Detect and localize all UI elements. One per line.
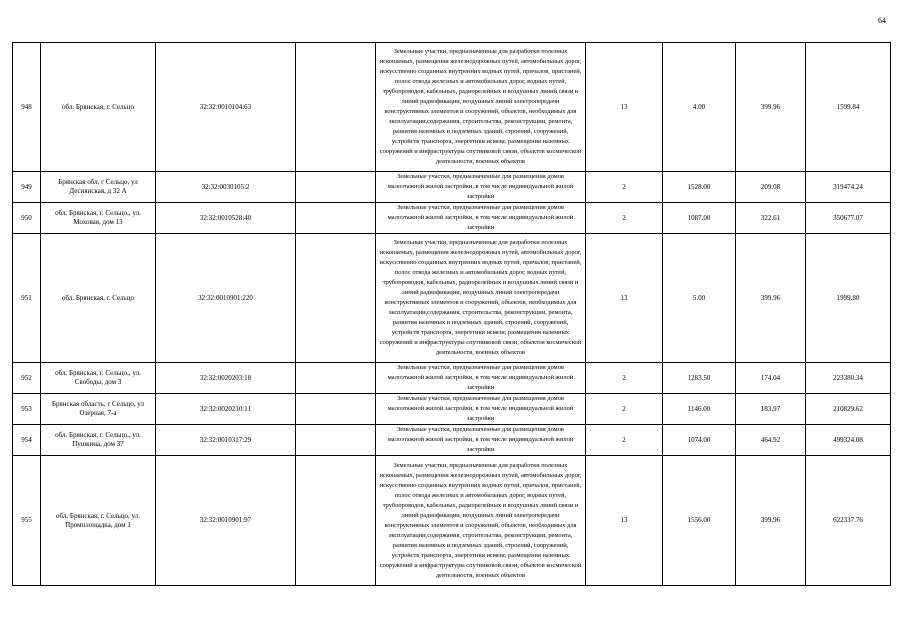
rate-cell: 209.08	[736, 172, 806, 203]
row-number: 952	[13, 363, 41, 394]
area-cell: 1146.00	[663, 394, 736, 425]
zone-cell: 2	[586, 172, 663, 203]
area-cell: 1283.50	[663, 363, 736, 394]
cadastral-value-cell: 1999.80	[806, 234, 891, 363]
area-cell: 1528.00	[663, 172, 736, 203]
rate-cell: 464.92	[736, 425, 806, 456]
address-cell: обл. Брянская, г. Сельцо,, ул. Моховая, дом 13	[41, 203, 156, 234]
zone-cell: 13	[586, 234, 663, 363]
area-cell: 5.00	[663, 234, 736, 363]
empty-cell	[296, 363, 376, 394]
row-number: 954	[13, 425, 41, 456]
cadastral-number-cell: 32:32:0010901:97	[156, 456, 296, 586]
cadastral-number-cell: 32:32:0030105:2	[156, 172, 296, 203]
cadastral-value-cell: 1599.84	[806, 43, 891, 172]
cadastral-value-cell: 319474.24	[806, 172, 891, 203]
row-number: 951	[13, 234, 41, 363]
land-use-cell: Земельные участки, предназначенные для разработки полезных ископаемых, размещения железнодорожных путей, автомобильных дорог, искусственно созданных внутренних водных путей, причалов, пристаней, полос отвода железных и автомобильных дорог, водных путей, трубопроводов, кабельных, радиорелейных и воздушных линий связи и линий радиофикации, воздушных линий электропередачи конструктивных элементов и сооружений, объектов, необходимых для эксплуатации,содержания, строительства, реконструкции, ремонта, развития наземных и подземных зданий, строений, сооружений, устройств транспорта, энергетики исвязи; размещения наземных сооружений и инфраструктуры спутниковой связи, объектов космической деятельности, военных объектов	[376, 43, 586, 172]
cadastral-number-cell: 32:32:0010317:29	[156, 425, 296, 456]
address-cell: Брянская обл, г Сельцо, ул Деснянская, д 32 А	[41, 172, 156, 203]
address-cell: Брянская область, г Сельцо, ул Озерная, 7-а	[41, 394, 156, 425]
table-row	[13, 203, 891, 234]
empty-cell	[296, 234, 376, 363]
page-number: 64	[878, 16, 886, 25]
table-row	[13, 363, 891, 394]
zone-cell: 2	[586, 394, 663, 425]
land-use-cell: Земельные участки, предназначенные для размещения домов малоэтажной жилой застройки, в том числе индивидуальной жилой застройки	[376, 363, 586, 394]
table-row	[13, 456, 891, 586]
row-number: 949	[13, 172, 41, 203]
land-plots-table	[12, 42, 891, 586]
land-use-cell: Земельные участки, предназначенные для размещения домов малоэтажной жилой застройки, в том числе индивидуальной жилой застройки	[376, 172, 586, 203]
cadastral-number-cell: 32:32:0010901:220	[156, 234, 296, 363]
rate-cell: 322.61	[736, 203, 806, 234]
land-use-cell: Земельные участки, предназначенные для размещения домов малоэтажной жилой застройки, в том числе индивидуальной жилой застройки	[376, 394, 586, 425]
zone-cell: 2	[586, 203, 663, 234]
empty-cell	[296, 425, 376, 456]
zone-cell: 13	[586, 43, 663, 172]
land-use-cell: Земельные участки, предназначенные для разработки полезных ископаемых, размещения железнодорожных путей, автомобильных дорог, искусственно созданных внутренних водных путей, причалов, пристаней, полос отвода железных и автомобильных дорог, водных путей, трубопроводов, кабельных, радиорелейных и воздушных линий связи и линий радиофикации, воздушных линий электропередачи конструктивных элементов и сооружений, объектов, необходимых для эксплуатации,содержания, строительства, реконструкции, ремонта, развития наземных и подземных зданий, строений, сооружений, устройств транспорта, энергетики исвязи; размещения наземных сооружений и инфраструктуры спутниковой связи, объектов космической деятельности, военных объектов	[376, 234, 586, 363]
cadastral-value-cell: 622337.76	[806, 456, 891, 586]
empty-cell	[296, 203, 376, 234]
cadastral-number-cell: 32:32:0010528:40	[156, 203, 296, 234]
address-cell: обл. Брянская, г. Сельцо	[41, 43, 156, 172]
area-cell: 1556.00	[663, 456, 736, 586]
cadastral-value-cell: 210829.62	[806, 394, 891, 425]
rate-cell: 183.97	[736, 394, 806, 425]
table-row	[13, 425, 891, 456]
land-use-cell: Земельные участки, предназначенные для размещения домов малоэтажной жилой застройки, в том числе индивидуальной жилой застройки	[376, 203, 586, 234]
rate-cell: 399.96	[736, 234, 806, 363]
zone-cell: 2	[586, 363, 663, 394]
zone-cell: 2	[586, 425, 663, 456]
cadastral-value-cell: 223380.34	[806, 363, 891, 394]
zone-cell: 13	[586, 456, 663, 586]
row-number: 950	[13, 203, 41, 234]
cadastral-number-cell: 32:32:0020203:18	[156, 363, 296, 394]
rate-cell: 399.96	[736, 43, 806, 172]
address-cell: обл. Брянская, г. Сельцо,, ул. Пушкина, дом 37	[41, 425, 156, 456]
cadastral-value-cell: 499324.08	[806, 425, 891, 456]
land-use-cell: Земельные участки, предназначенные для размещения домов малоэтажной жилой застройки, в том числе индивидуальной жилой застройки	[376, 425, 586, 456]
rate-cell: 399.96	[736, 456, 806, 586]
address-cell: обл. Брянская, г. Сельцо,, ул. Свободы, дом 3	[41, 363, 156, 394]
land-use-cell: Земельные участки, предназначенные для разработки полезных ископаемых, размещения железнодорожных путей, автомобильных дорог, искусственно созданных внутренних водных путей, причалов, пристаней, полос отвода железных и автомобильных дорог, водных путей, трубопроводов, кабельных, радиорелейных и воздушных линий связи и линий радиофикации, воздушных линий электропередачи конструктивных элементов и сооружений, объектов, необходимых для эксплуатации,содержания, строительства, реконструкции, ремонта, развития наземных и подземных зданий, строений, сооружений, устройств транспорта, энергетики исвязи; размещения наземных сооружений и инфраструктуры спутниковой связи, объектов космической деятельности, военных объектов	[376, 456, 586, 586]
row-number: 953	[13, 394, 41, 425]
rate-cell: 174.04	[736, 363, 806, 394]
table-row	[13, 43, 891, 172]
row-number: 955	[13, 456, 41, 586]
address-cell: обл. Брянская, г. Сельцо, ул. Промплощадка, дом 1	[41, 456, 156, 586]
area-cell: 1074.00	[663, 425, 736, 456]
cadastral-number-cell: 32:32:0010104:63	[156, 43, 296, 172]
empty-cell	[296, 394, 376, 425]
area-cell: 4.00	[663, 43, 736, 172]
table-row	[13, 172, 891, 203]
area-cell: 1087.00	[663, 203, 736, 234]
row-number: 948	[13, 43, 41, 172]
address-cell: обл. Брянская, г. Сельцо	[41, 234, 156, 363]
cadastral-number-cell: 32:32:0020210:11	[156, 394, 296, 425]
empty-cell	[296, 43, 376, 172]
empty-cell	[296, 456, 376, 586]
cadastral-value-cell: 350677.07	[806, 203, 891, 234]
table-row	[13, 234, 891, 363]
empty-cell	[296, 172, 376, 203]
table-row	[13, 394, 891, 425]
